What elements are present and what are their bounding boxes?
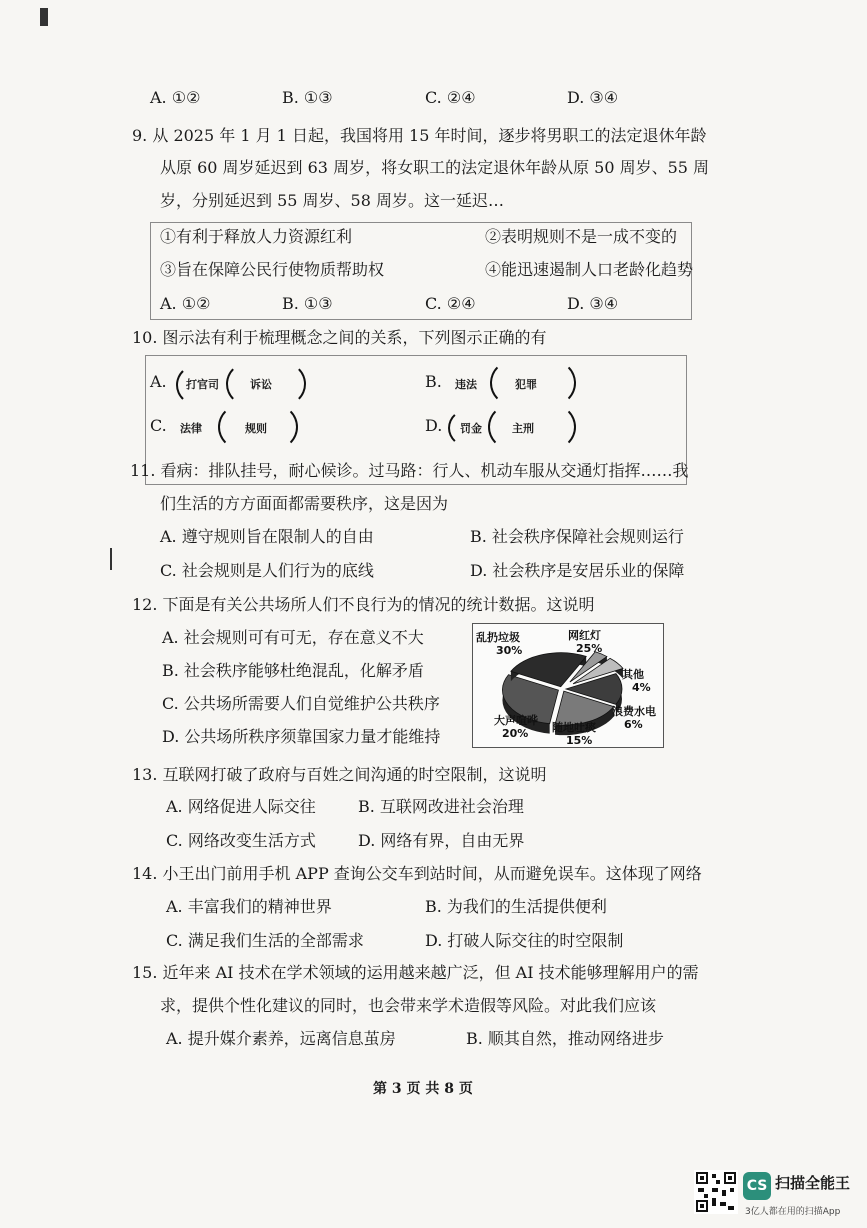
q15-option-b: B. 顺其自然，推动网络进步	[466, 1029, 664, 1048]
q13-option-d: D. 网络有界，自由无界	[358, 831, 525, 850]
scanner-logo-icon: CS	[743, 1172, 771, 1200]
scan-mark	[40, 8, 48, 26]
pie-category-label: 浪费水电	[612, 705, 656, 718]
q11-stem-line1: 11. 看病：排队挂号，耐心候诊。过马路：行人、机动车服从交通灯指挥……我	[130, 461, 689, 480]
q10-option-a-label: A.	[150, 372, 167, 391]
q10-c-inner-term: 规则	[245, 422, 267, 435]
q12-stem: 12. 下面是有关公共场所人们不良行为的情况的统计数据。这说明	[132, 595, 595, 614]
q11-option-c: C. 社会规则是人们行为的底线	[160, 561, 374, 580]
pie-value-label: 6%	[624, 718, 643, 731]
q15-stem-line2: 求，提供个性化建议的同时，也会带来学术造假等风险。对此我们应该	[160, 996, 657, 1015]
scan-mark	[110, 548, 112, 570]
q14-option-d: D. 打破人际交往的时空限制	[425, 931, 624, 950]
q10-option-d-label: D.	[425, 416, 443, 435]
q9-stem-line3: 岁，分别延迟到 55 周岁、58 周岁。这一延迟…	[160, 191, 504, 210]
q10-c-arc-right	[252, 404, 298, 450]
option-a: A. ①②	[150, 88, 201, 107]
pie-category-label: 其他	[622, 668, 644, 681]
pie-value-label: 30%	[496, 644, 523, 657]
q15-stem-line1: 15. 近年来 AI 技术在学术领域的运用越来越广泛，但 AI 技术能够理解用户的需	[132, 963, 699, 982]
q10-b-arc-right	[530, 360, 576, 406]
q12-option-b: B. 社会秩序能够杜绝混乱，化解矛盾	[162, 661, 424, 680]
q13-option-a: A. 网络促进人际交往	[166, 797, 316, 816]
q14-option-b: B. 为我们的生活提供便利	[425, 897, 607, 916]
q9-statement-2: ②表明规则不是一成不变的	[485, 227, 678, 246]
q14-option-a: A. 丰富我们的精神世界	[166, 897, 332, 916]
page-number: 第 3 页 共 8 页	[373, 1081, 473, 1097]
q9-statement-1: ①有利于释放人力资源红利	[160, 227, 353, 246]
q11-option-b: B. 社会秩序保障社会规则运行	[470, 527, 684, 546]
q14-option-c: C. 满足我们生活的全部需求	[166, 931, 364, 950]
q12-option-a: A. 社会规则可有可无，存在意义不大	[162, 628, 424, 647]
pie-value-label: 15%	[566, 734, 593, 747]
q9-statement-4: ④能迅速遏制人口老龄化趋势	[485, 260, 694, 279]
q11-stem-line2: 们生活的方方面面都需要秩序，这是因为	[160, 494, 449, 513]
q10-a-inner-term: 诉讼	[250, 378, 272, 391]
q9-option-b: B. ①③	[282, 294, 333, 313]
q15-option-a: A. 提升媒介素养，远离信息茧房	[166, 1029, 396, 1048]
qr-code-icon	[694, 1170, 738, 1214]
option-c: C. ②④	[425, 88, 476, 107]
scanner-brand: 扫描全能王	[775, 1174, 851, 1192]
q13-stem: 13. 互联网打破了政府与百姓之间沟通的时空限制，这说明	[132, 765, 547, 784]
q11-option-a: A. 遵守规则旨在限制人的自由	[160, 527, 374, 546]
pie-category-label: 乱扔垃圾	[476, 631, 520, 644]
q9-option-a: A. ①②	[160, 294, 211, 313]
q10-d-outer-term: 罚金	[460, 422, 482, 435]
q10-d-arc-right	[530, 404, 576, 450]
pie-category-label: 网红灯	[568, 629, 601, 642]
pie-value-label: 25%	[576, 642, 603, 655]
pie-category-label: 大声喧哗	[494, 714, 538, 727]
pie-category-label: 随地吐痰	[552, 721, 596, 734]
q9-statement-3: ③旨在保障公民行使物质帮助权	[160, 260, 385, 279]
q12-option-c: C. 公共场所需要人们自觉维护公共秩序	[162, 694, 440, 713]
q10-option-b-label: B.	[425, 372, 442, 391]
scanner-tagline: 3亿人都在用的扫描App	[745, 1207, 841, 1217]
q10-option-c-label: C.	[150, 416, 167, 435]
q14-stem: 14. 小王出门前用手机 APP 查询公交车到站时间，从而避免误车。这体现了网络	[132, 864, 702, 883]
q10-b-inner-term: 犯罪	[515, 378, 537, 391]
q10-a-outer-term: 打官司	[186, 378, 219, 391]
pie-value-label: 20%	[502, 727, 529, 740]
option-d: D. ③④	[567, 88, 619, 107]
q13-option-b: B. 互联网改进社会治理	[358, 797, 524, 816]
pie-value-label: 4%	[632, 681, 651, 694]
q10-stem: 10. 图示法有利于梳理概念之间的关系，下列图示正确的有	[132, 328, 547, 347]
q13-option-c: C. 网络改变生活方式	[166, 831, 316, 850]
q9-stem-line1: 9. 从 2025 年 1 月 1 日起，我国将用 15 年时间，逐步将男职工的法定退休年龄	[132, 126, 707, 145]
q11-option-d: D. 社会秩序是安居乐业的保障	[470, 561, 685, 580]
bad-behavior-pie-chart	[472, 623, 664, 748]
option-b: B. ①③	[282, 88, 333, 107]
q12-option-d: D. 公共场所秩序须靠国家力量才能维持	[162, 727, 441, 746]
q10-d-inner-term: 主刑	[512, 422, 534, 435]
q9-stem-line2: 从原 60 周岁延迟到 63 周岁，将女职工的法定退休年龄从原 50 周岁、55 周	[160, 158, 710, 177]
q10-a-arc-right	[262, 362, 306, 406]
q9-option-c: C. ②④	[425, 294, 476, 313]
q10-c-outer-term: 法律	[180, 422, 202, 435]
q10-b-outer-term: 违法	[455, 378, 477, 391]
q9-option-d: D. ③④	[567, 294, 619, 313]
